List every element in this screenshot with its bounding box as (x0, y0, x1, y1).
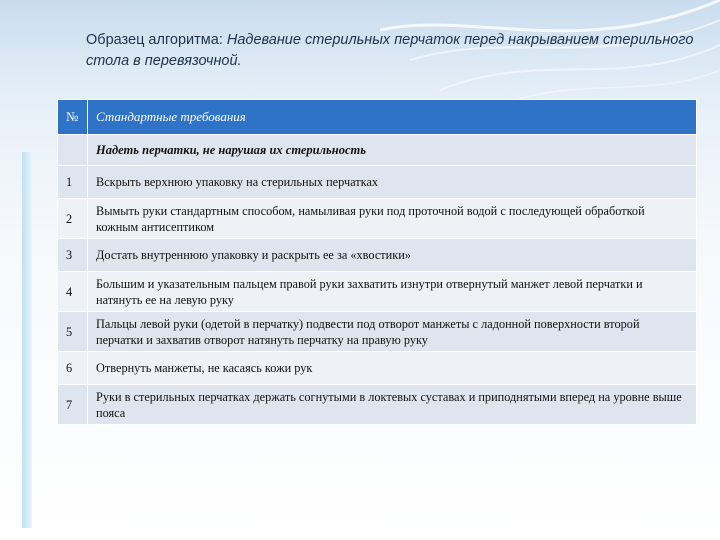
row-text: Достать внутреннюю упаковку и раскрыть ее за «хвостики» (88, 239, 697, 272)
row-text: Вскрыть верхнюю упаковку на стерильных перчатках (88, 166, 697, 199)
table-header-row (58, 100, 697, 135)
row-text: Пальцы левой руки (одетой в перчатку) подвести под отворот манжеты с ладонной поверхности второй перчатки и захватив отворот натянуть перчатку на правую руку (88, 312, 697, 352)
table-row (58, 166, 697, 199)
header-num: № (58, 100, 88, 135)
section-row (58, 135, 697, 166)
table-row (58, 352, 697, 385)
slide-title (86, 30, 706, 72)
row-text: Большим и указательным пальцем правой руки захватить изнутри отвернутый манжет левой перчатки и натянуть ее на левую руку (88, 272, 697, 312)
section-num-cell (58, 135, 88, 166)
title-main: Надевание стерильных перчаток перед накрыванием стерильного стола в перевязочной. (86, 32, 694, 69)
row-num: 6 (58, 352, 88, 385)
table-row (58, 312, 697, 352)
row-num: 7 (58, 385, 88, 425)
row-text: Вымыть руки стандартным способом, намыливая руки под проточной водой с последующей обработкой кожным антисептиком (88, 199, 697, 239)
row-num: 5 (58, 312, 88, 352)
row-text: Руки в стерильных перчатках держать согнутыми в локтевых суставах и приподнятыми вперед на уровне выше пояса (88, 385, 697, 425)
table-row (58, 199, 697, 239)
algorithm-table (57, 99, 697, 425)
row-num: 4 (58, 272, 88, 312)
row-num: 3 (58, 239, 88, 272)
table-row (58, 385, 697, 425)
table-row (58, 239, 697, 272)
row-text: Отвернуть манжеты, не касаясь кожи рук (88, 352, 697, 385)
title-prefix: Образец алгоритма: (86, 32, 227, 48)
row-num: 1 (58, 166, 88, 199)
row-num: 2 (58, 199, 88, 239)
table-row (58, 272, 697, 312)
header-requirement: Стандартные требования (88, 100, 697, 135)
decorative-side-bar (22, 152, 32, 528)
section-label: Надеть перчатки, не нарушая их стерильность (88, 135, 697, 166)
